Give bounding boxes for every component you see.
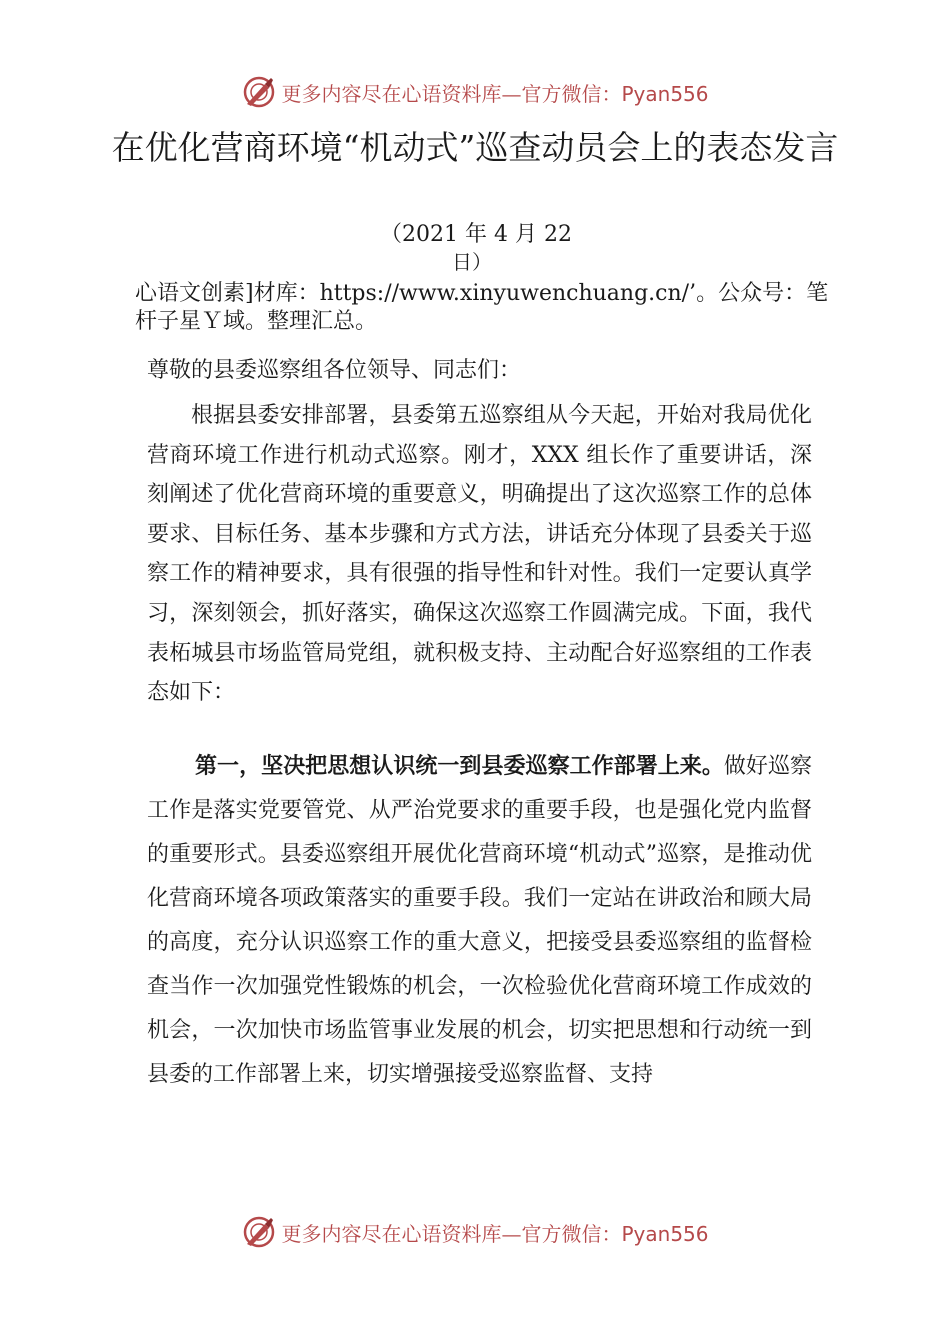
pen-logo-icon [241,1214,277,1250]
paragraph-2-body: 做好巡察工作是落实党要管党、从严治党要求的重要手段，也是强化党内监督的重要形式。县委巡察组开展优化营商环境“机动式”巡察，是推动优化营商环境各项政策落实的重要手段。我们一定站在讲政治和顾大局的高度，充分认识巡察工作的重大意义，把接受县委巡察组的监督检查当作一次加强党性锻炼的机会，一次检验优化营商环境工作成效的机会，一次加快市场监管事业发展的机会，切实把思想和行动统一到县委的工作部署上来，切实增强接受巡察监督、支持 [147,754,812,1087]
banner-label: 更多内容尽在心语资料库—官方微信： [281,81,622,106]
pen-logo-icon [241,74,277,110]
banner-text [281,78,708,107]
date-line-1: （2021 年 4 月 22 [380,222,572,247]
document-title: 在优化营商环境“机动式”巡查动员会上的表态发言 [111,128,839,167]
banner-handle: Pyan556 [621,81,709,106]
greeting: 尊敬的县委巡察组各位领导、同志们： [147,358,522,383]
banner-handle: Pyan556 [621,1221,709,1246]
banner-text [281,1218,708,1247]
header-banner [0,70,950,114]
source-note: 心语文创素]材库：https://www.xinyuwenchuang.cn/’。公众号：笔杆子星Ｙ域。整理汇总。 [135,281,829,334]
date-line-2: 日） [452,250,492,274]
footer-banner [0,1210,950,1254]
paragraph-1: 根据县委安排部署，县委第五巡察组从今天起，开始对我局优化营商环境工作进行机动式巡察。刚才，XXX 组长作了重要讲话，深刻阐述了优化营商环境的重要意义，明确提出了这次巡察工作的总体要求、目标任务、基本步骤和方式方法，讲话充分体现了县委关于巡察工作的精神要求，具有很强的指导性和针对性。我们一定要认真学习，深刻领会，抓好落实，确保这次巡察工作圆满完成。下面，我代表柘城县市场监管局党组，就积极支持、主动配合好巡察组的工作表态如下： [147,403,812,706]
paragraph-2 [147,745,812,1097]
paragraph-2-heading: 第一，坚决把思想认识统一到县委巡察工作部署上来。 [195,754,724,779]
banner-label: 更多内容尽在心语资料库—官方微信： [281,1221,622,1246]
